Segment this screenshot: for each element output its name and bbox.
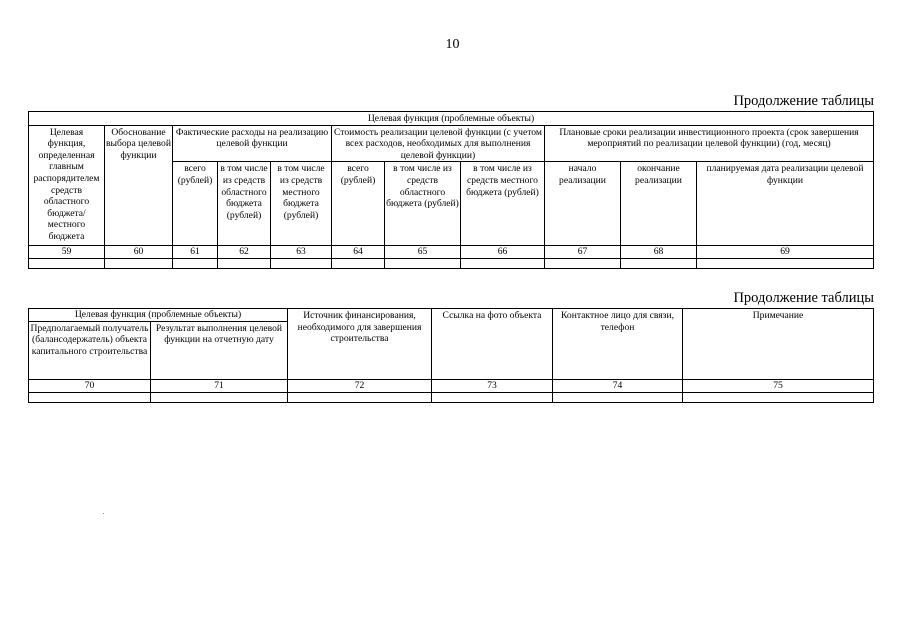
empty-cell: [432, 392, 553, 402]
empty-cell: [545, 258, 621, 268]
empty-cell: [173, 258, 218, 268]
column-number: 59: [29, 245, 105, 258]
column-number: 65: [385, 245, 461, 258]
scan-speck: [103, 513, 104, 514]
sub-incl-regional-1: в том числе из средств областного бюджета (рублей): [218, 162, 271, 245]
empty-data-row: [29, 392, 874, 402]
col-note: Примечание: [683, 309, 874, 380]
empty-cell: [621, 258, 697, 268]
empty-cell: [29, 258, 105, 268]
col-funding-source: Источник финансирования, необходимого для завершения строительства: [288, 309, 432, 380]
col-contact: Контактное лицо для связи, телефон: [553, 309, 683, 380]
continued-label-1: Продолжение таблицы: [733, 93, 874, 109]
sub-total-rub-1: всего (рублей): [173, 162, 218, 245]
column-number: 67: [545, 245, 621, 258]
empty-cell: [553, 392, 683, 402]
table-header-title: Целевая функция (проблемные объекты): [29, 112, 874, 126]
sub-incl-local-2: в том числе из средств местного бюджета (рублей): [461, 162, 545, 245]
column-number: 75: [683, 379, 874, 392]
table-header-row: [29, 112, 874, 126]
group-cost: Стоимость реализации целевой функции (с учетом всех расходов, необходимых для выполнения целевой функции): [332, 125, 545, 162]
empty-cell: [332, 258, 385, 268]
sub-planned-date: планируемая дата реализации целевой функции: [697, 162, 874, 245]
column-number: 69: [697, 245, 874, 258]
table-continuation-1: [28, 111, 874, 269]
sub-start: начало реализации: [545, 162, 621, 245]
empty-cell: [697, 258, 874, 268]
col-recipient: Предполагаемый получатель (балансодержатель) объекта капитального строительства: [29, 321, 151, 379]
continued-label-2: Продолжение таблицы: [733, 290, 874, 306]
col-justification: Обоснование выбора целевой функции: [105, 125, 173, 245]
empty-cell: [105, 258, 173, 268]
column-number: 71: [151, 379, 288, 392]
column-number: 62: [218, 245, 271, 258]
sub-end: окончание реализации: [621, 162, 697, 245]
column-number: 61: [173, 245, 218, 258]
column-number: 68: [621, 245, 697, 258]
column-number-row: [29, 379, 874, 392]
empty-data-row: [29, 258, 874, 268]
column-number-row: [29, 245, 874, 258]
sub-incl-regional-2: в том числе из средств областного бюджета (рублей): [385, 162, 461, 245]
table-continuation-2: [28, 308, 874, 403]
column-number: 73: [432, 379, 553, 392]
sub-total-rub-2: всего (рублей): [332, 162, 385, 245]
empty-cell: [29, 392, 151, 402]
page-number: 10: [445, 37, 460, 52]
empty-cell: [151, 392, 288, 402]
col-photo-link: Ссылка на фото объекта: [432, 309, 553, 380]
group-actual-costs: Фактические расходы на реализацию целевой функции: [173, 125, 332, 162]
empty-cell: [271, 258, 332, 268]
table-header-title: Целевая функция (проблемные объекты): [29, 309, 288, 322]
column-number: 60: [105, 245, 173, 258]
empty-cell: [385, 258, 461, 268]
empty-cell: [683, 392, 874, 402]
empty-cell: [288, 392, 432, 402]
col-target-function: Целевая функция, определенная главным распорядителем средств областного бюджета/ местного бюджета: [29, 125, 105, 245]
column-number: 70: [29, 379, 151, 392]
table-header-row: [29, 309, 874, 322]
column-number: 66: [461, 245, 545, 258]
group-schedule: Плановые сроки реализации инвестиционного проекта (срок завершения мероприятий по реализации целевой функции) (год, месяц): [545, 125, 874, 162]
column-number: 64: [332, 245, 385, 258]
sub-incl-local-1: в том числе из средств местного бюджета (рублей): [271, 162, 332, 245]
column-number: 74: [553, 379, 683, 392]
column-number: 63: [271, 245, 332, 258]
empty-cell: [218, 258, 271, 268]
table-group-row: [29, 125, 874, 162]
col-result: Результат выполнения целевой функции на отчетную дату: [151, 321, 288, 379]
empty-cell: [461, 258, 545, 268]
column-number: 72: [288, 379, 432, 392]
